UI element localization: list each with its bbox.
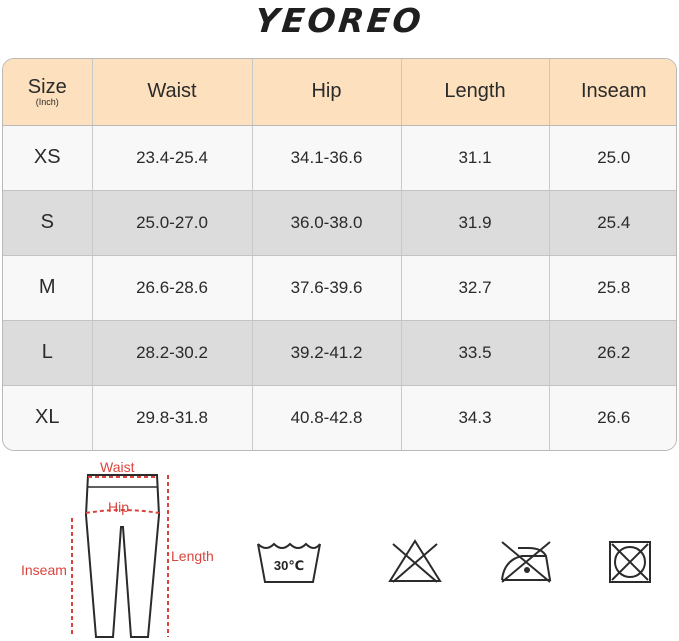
brand-logo: YEOREO <box>253 0 426 40</box>
table-header-row <box>3 59 677 125</box>
header-size-unit: (Inch) <box>35 97 59 108</box>
table-row <box>3 190 677 255</box>
waist-label: Waist <box>100 459 135 475</box>
cell-length: 32.7 <box>401 255 549 320</box>
cell-hip: 34.1-36.6 <box>252 125 401 190</box>
cell-hip: 36.0-38.0 <box>252 190 401 255</box>
header-size-label: Size <box>27 76 67 99</box>
cell-inseam: 26.6 <box>597 407 631 427</box>
cell-waist: 25.0-27.0 <box>92 190 252 255</box>
cell-waist: 23.4-25.4 <box>92 125 252 190</box>
size-chart-table <box>2 58 677 451</box>
cell-size: S <box>3 190 92 255</box>
hip-label: Hip <box>108 499 130 515</box>
cell-size: L <box>3 320 92 385</box>
leggings-measurement-diagram <box>0 455 240 641</box>
cell-inseam: 25.0 <box>549 125 677 190</box>
cell-inseam: 25.8 <box>549 255 677 320</box>
cell-waist: 28.2-30.2 <box>92 320 252 385</box>
cell-size: XL <box>3 385 92 450</box>
cell-size: M <box>3 255 92 320</box>
do-not-iron-icon <box>498 538 554 589</box>
do-not-bleach-icon <box>387 538 443 589</box>
cell-size: XS <box>3 125 92 190</box>
table-row <box>3 255 677 320</box>
cell-waist: 29.8-31.8 <box>92 385 252 450</box>
header-hip: Hip <box>252 59 401 125</box>
length-label: Length <box>171 548 214 564</box>
inseam-label: Inseam <box>21 562 67 578</box>
cell-length: 34.3 <box>401 385 549 450</box>
cell-hip: 37.6-39.6 <box>252 255 401 320</box>
cell-length: 33.5 <box>401 320 549 385</box>
table-row <box>3 385 677 450</box>
header-length: Length <box>401 59 549 125</box>
wash-30-icon <box>256 538 322 591</box>
cell-length: 31.9 <box>401 190 549 255</box>
wash-temp-label: 30℃ <box>273 558 305 573</box>
header-inseam: Inseam <box>549 59 677 125</box>
header-size <box>3 59 92 125</box>
cell-waist: 26.6-28.6 <box>92 255 252 320</box>
cell-hip: 39.2-41.2 <box>252 320 401 385</box>
cell-length: 31.1 <box>401 125 549 190</box>
do-not-tumble-dry-icon <box>608 540 652 589</box>
cell-inseam: 26.2 <box>549 320 677 385</box>
cell-hip: 40.8-42.8 <box>252 385 401 450</box>
header-waist: Waist <box>92 59 252 125</box>
table-row <box>3 320 677 385</box>
cell-inseam: 25.4 <box>549 190 677 255</box>
table-row <box>3 125 677 190</box>
